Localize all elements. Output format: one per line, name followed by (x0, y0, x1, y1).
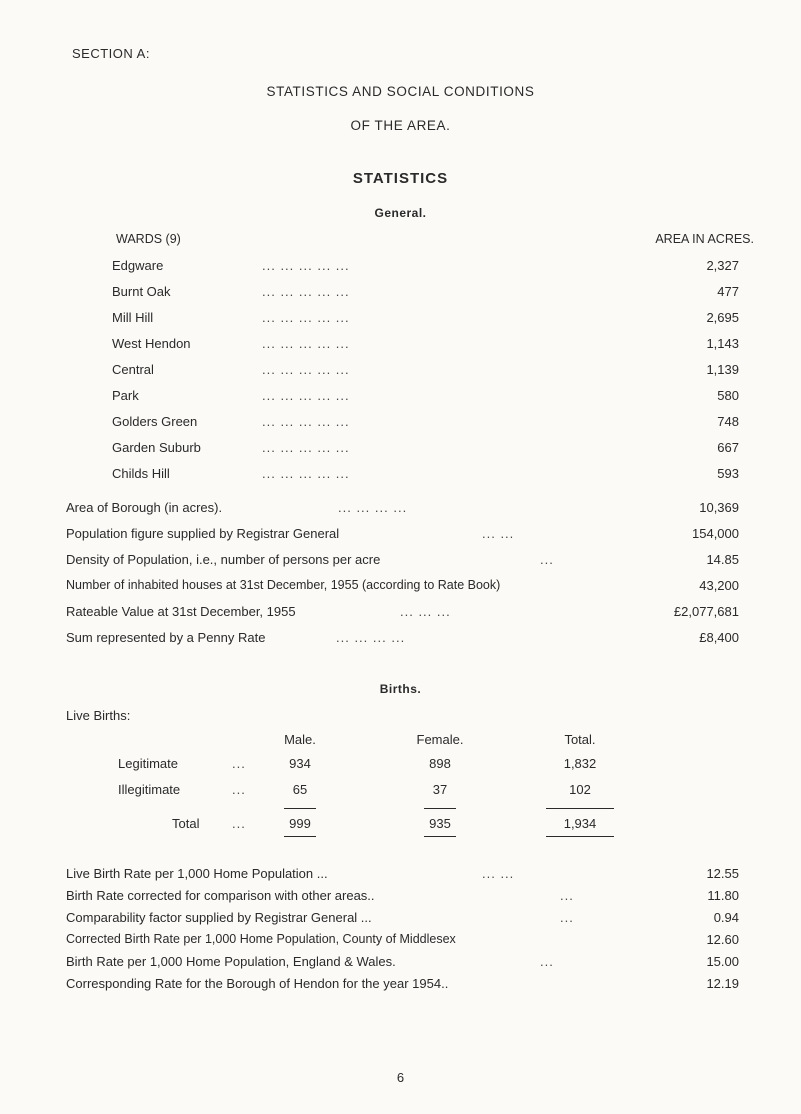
stat-row (0, 552, 801, 572)
ward-area: 477 (717, 284, 739, 299)
rule-female-top (424, 808, 456, 809)
births-male: 934 (289, 756, 311, 771)
births-heading: Births. (379, 682, 422, 696)
rate-label: Birth Rate per 1,000 Home Population, England & Wales. (66, 954, 396, 969)
ward-row (0, 284, 801, 304)
rate-row (0, 910, 801, 930)
births-total: 1,832 (563, 756, 597, 771)
leader-dots: ... ... ... ... ... (262, 310, 350, 325)
rate-row (0, 932, 801, 952)
ward-row (0, 336, 801, 356)
ward-name: Park (112, 388, 139, 403)
ward-row (0, 388, 801, 408)
leader-dots: ... ... ... ... ... (262, 414, 350, 429)
stat-row (0, 630, 801, 650)
ward-name: Burnt Oak (112, 284, 171, 299)
rule-total-top (546, 808, 614, 809)
rate-label: Birth Rate corrected for comparison with other areas.. (66, 888, 375, 903)
rate-row (0, 888, 801, 908)
ward-row (0, 440, 801, 460)
title-line-1: STATISTICS AND SOCIAL CONDITIONS (266, 84, 535, 99)
stat-row (0, 526, 801, 546)
ward-row (0, 258, 801, 278)
births-total: 102 (569, 782, 591, 797)
col-female-header: Female. (416, 732, 464, 747)
stat-label: Sum represented by a Penny Rate (66, 630, 266, 645)
ward-row (0, 466, 801, 486)
ward-area: 2,327 (706, 258, 739, 273)
stat-value: 43,200 (699, 578, 739, 593)
births-total-row (0, 816, 801, 836)
col-total-header: Total. (564, 732, 596, 747)
births-row-label: Total (172, 816, 200, 831)
ward-area: 748 (717, 414, 739, 429)
rule-female-bottom (424, 836, 456, 837)
stat-row (0, 604, 801, 624)
stat-label: Density of Population, i.e., number of persons per acre (66, 552, 381, 567)
leader-dots: ... ... ... ... ... (262, 466, 350, 481)
leader-dots: ... ... (482, 866, 515, 881)
ward-area: 667 (717, 440, 739, 455)
ward-name: Garden Suburb (112, 440, 201, 455)
ward-row (0, 414, 801, 434)
rate-label: Corresponding Rate for the Borough of Hendon for the year 1954.. (66, 976, 449, 991)
births-male: 999 (289, 816, 311, 831)
rate-value: 12.60 (706, 932, 739, 947)
stat-label: Number of inhabited houses at 31st December, 1955 (according to Rate Book) (66, 578, 501, 592)
ward-name: Edgware (112, 258, 164, 273)
leader-dots: ... (232, 816, 246, 831)
leader-dots: ... ... ... ... (336, 630, 406, 645)
leader-dots: ... (232, 756, 246, 771)
rate-value: 15.00 (706, 954, 739, 969)
wards-header: WARDS (9) (116, 232, 181, 246)
leader-dots: ... (540, 954, 554, 969)
stat-label: Rateable Value at 31st December, 1955 (66, 604, 296, 619)
leader-dots: ... ... ... ... ... (262, 388, 350, 403)
ward-row (0, 310, 801, 330)
leader-dots: ... (540, 552, 554, 567)
births-male: 65 (292, 782, 308, 797)
births-row (0, 782, 801, 802)
rule-male-bottom (284, 836, 316, 837)
ward-area: 580 (717, 388, 739, 403)
stat-row (0, 578, 801, 598)
rate-row (0, 954, 801, 974)
rate-label: Corrected Birth Rate per 1,000 Home Population, County of Middlesex (66, 932, 456, 946)
leader-dots: ... ... ... ... ... (262, 284, 350, 299)
leader-dots: ... (232, 782, 246, 797)
leader-dots: ... ... ... ... ... (262, 258, 350, 273)
leader-dots: ... ... ... ... ... (262, 362, 350, 377)
area-header: AREA IN ACRES. (655, 232, 754, 246)
stat-value: £8,400 (699, 630, 739, 645)
stat-value: 14.85 (706, 552, 739, 567)
heading-statistics: STATISTICS (352, 170, 449, 187)
leader-dots: ... ... ... ... ... (262, 336, 350, 351)
ward-name: Golders Green (112, 414, 198, 429)
leader-dots: ... ... ... (400, 604, 451, 619)
births-female: 898 (429, 756, 451, 771)
ward-name: Central (112, 362, 154, 377)
ward-area: 1,139 (706, 362, 739, 377)
subheading-general: General. (374, 206, 427, 220)
leader-dots: ... ... ... ... ... (262, 440, 350, 455)
leader-dots: ... ... (482, 526, 515, 541)
births-row-label: Legitimate (118, 756, 178, 771)
leader-dots: ... (560, 910, 574, 925)
ward-row (0, 362, 801, 382)
ward-name: Mill Hill (112, 310, 154, 325)
ward-area: 593 (717, 466, 739, 481)
ward-name: West Hendon (112, 336, 191, 351)
stat-value: 10,369 (699, 500, 739, 515)
stat-value: 154,000 (692, 526, 739, 541)
section-label: SECTION A: (72, 46, 150, 61)
ward-area: 1,143 (706, 336, 739, 351)
rule-total-bottom (546, 836, 614, 837)
births-female: 37 (432, 782, 448, 797)
live-births-title: Live Births: (66, 708, 131, 723)
rate-label: Comparability factor supplied by Registrar General ... (66, 910, 372, 925)
rate-row (0, 866, 801, 886)
stat-label: Population figure supplied by Registrar General (66, 526, 340, 541)
ward-name: Childs Hill (112, 466, 170, 481)
rate-value: 11.80 (707, 888, 739, 903)
rate-value: 0.94 (713, 910, 739, 925)
rule-male-top (284, 808, 316, 809)
leader-dots: ... (560, 888, 574, 903)
title-line-2: OF THE AREA. (350, 118, 451, 133)
births-row (0, 756, 801, 776)
leader-dots: ... ... ... ... (338, 500, 408, 515)
stat-label: Area of Borough (in acres). (66, 500, 223, 515)
births-female: 935 (429, 816, 451, 831)
rate-label: Live Birth Rate per 1,000 Home Population ... (66, 866, 328, 881)
stat-row (0, 500, 801, 520)
stat-value: £2,077,681 (673, 604, 739, 619)
rate-value: 12.55 (706, 866, 739, 881)
births-row-label: Illegitimate (118, 782, 181, 797)
col-male-header: Male. (284, 732, 316, 747)
page-number: 6 (396, 1070, 405, 1085)
rate-row (0, 976, 801, 996)
births-total: 1,934 (563, 816, 597, 831)
rate-value: 12.19 (706, 976, 739, 991)
ward-area: 2,695 (706, 310, 739, 325)
